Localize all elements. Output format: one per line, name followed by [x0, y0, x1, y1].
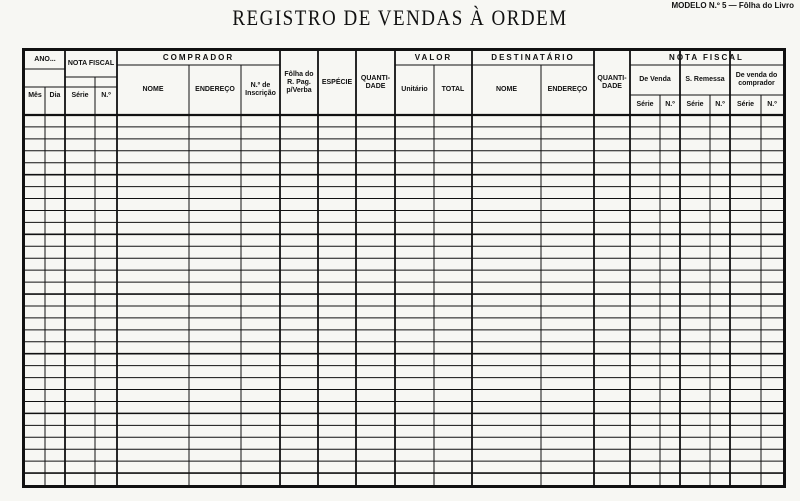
- header-de-venda-comprador: De venda do comprador: [735, 72, 778, 87]
- header-serie-left: Série: [71, 92, 89, 99]
- header-destinatario: DESTINATÁRIO: [491, 53, 575, 62]
- header-serie-remessa: Série: [686, 101, 704, 108]
- register-form: [22, 48, 786, 488]
- header-especie: ESPÉCIE: [321, 79, 353, 86]
- header-ano: ANO...: [34, 56, 56, 63]
- header-valor: VALOR: [414, 53, 453, 62]
- header-comprador-endereco: ENDEREÇO: [195, 86, 235, 93]
- grid-lines: [25, 51, 783, 485]
- header-serie-comprador: Série: [736, 101, 755, 108]
- header-s-remessa: S. Remessa: [685, 76, 725, 83]
- header-serie-venda: Série: [636, 101, 654, 108]
- header-mes: Mês: [28, 92, 42, 99]
- header-unitario: Unitário: [401, 86, 428, 93]
- document-title: REGISTRO DE VENDAS À ORDEM: [232, 6, 568, 31]
- header-numero-remessa: N.º: [715, 101, 725, 108]
- model-note: MODELO N.º 5 — Fôlha do Livro: [671, 1, 794, 10]
- header-folha: Fôlha do R. Pag. p/Verba: [284, 71, 314, 94]
- header-de-venda: De Venda: [639, 76, 671, 83]
- header-numero-venda: N.º: [665, 101, 675, 108]
- header-numero-left: N.º: [101, 92, 111, 99]
- header-destinatario-endereco: ENDEREÇO: [547, 86, 588, 93]
- header-nota-fiscal-left: NOTA FISCAL: [67, 60, 115, 67]
- header-comprador-nome: NOME: [142, 86, 164, 93]
- header-quantidade-right: QUANTI-DADE: [597, 75, 627, 90]
- header-destinatario-nome: NOME: [496, 86, 517, 93]
- header-dia: Dia: [49, 92, 61, 99]
- header-inscricao: N.º de Inscrição: [245, 82, 276, 97]
- header-quantidade-left: QUANTI-DADE: [360, 75, 391, 90]
- header-numero-comprador: N.º: [767, 101, 777, 108]
- header-comprador: COMPRADOR: [162, 53, 235, 62]
- header-nota-fiscal-right: NOTA FISCAL: [669, 53, 744, 62]
- header-total: TOTAL: [441, 86, 465, 93]
